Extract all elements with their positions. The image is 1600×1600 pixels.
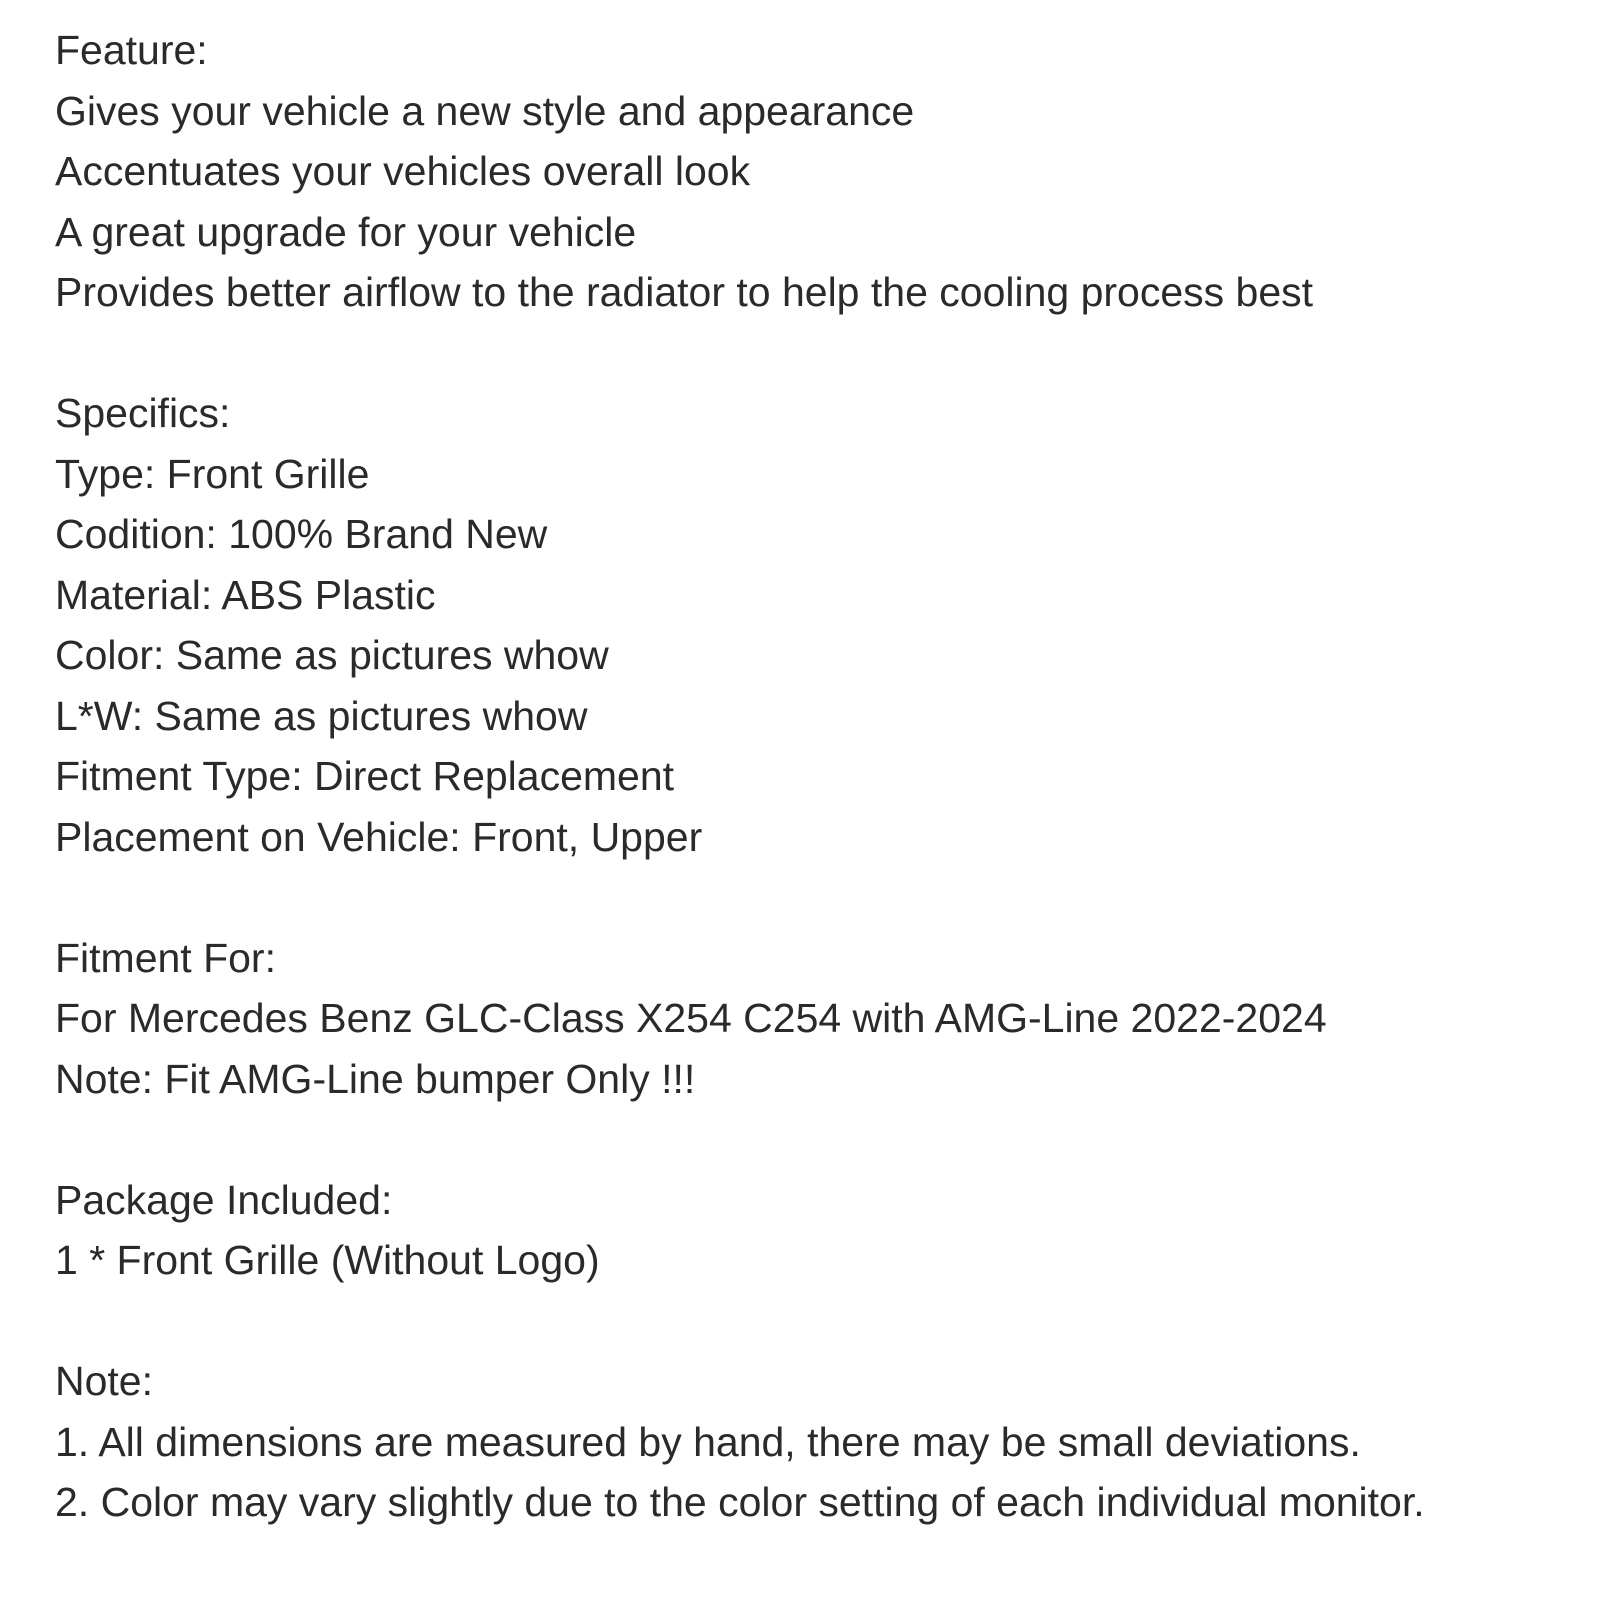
feature-item: Gives your vehicle a new style and appearance [55, 87, 915, 134]
package-section [55, 1170, 1595, 1291]
fitment-heading: Fitment For: [55, 934, 276, 981]
specifics-item: L*W: Same as pictures whow [55, 692, 588, 739]
package-item: 1 * Front Grille (Without Logo) [55, 1237, 600, 1283]
specifics-item: Material: ABS Plastic [55, 571, 436, 618]
feature-item: A great upgrade for your vehicle [55, 208, 637, 255]
fitment-section [55, 928, 1595, 1110]
specifics-item: Codition: 100% Brand New [55, 511, 548, 557]
note-heading: Note: [55, 1358, 153, 1404]
specifics-section [55, 383, 1595, 867]
feature-heading: Feature: [55, 27, 208, 73]
fitment-item: For Mercedes Benz GLC-Class X254 C254 with AMG-Line 2022-2024 [55, 995, 1327, 1041]
feature-section [55, 20, 1595, 323]
package-heading: Package Included: [55, 1176, 393, 1223]
specifics-item: Type: Front Grille [55, 450, 370, 497]
product-description [55, 20, 1595, 1533]
fitment-note: Note: Fit AMG-Line bumper Only !!! [55, 1055, 696, 1102]
note-section [55, 1351, 1595, 1533]
feature-item: Provides better airflow to the radiator to help the cooling process best [55, 269, 1314, 315]
feature-item: Accentuates your vehicles overall look [55, 148, 751, 194]
specifics-item: Color: Same as pictures whow [55, 632, 609, 678]
specifics-item: Placement on Vehicle: Front, Upper [55, 813, 703, 860]
note-item: 2. Color may vary slightly due to the color setting of each individual monitor. [55, 1479, 1425, 1525]
specifics-heading: Specifics: [55, 390, 231, 436]
specifics-item: Fitment Type: Direct Replacement [55, 753, 675, 799]
note-item: 1. All dimensions are measured by hand, there may be small deviations. [55, 1418, 1361, 1465]
